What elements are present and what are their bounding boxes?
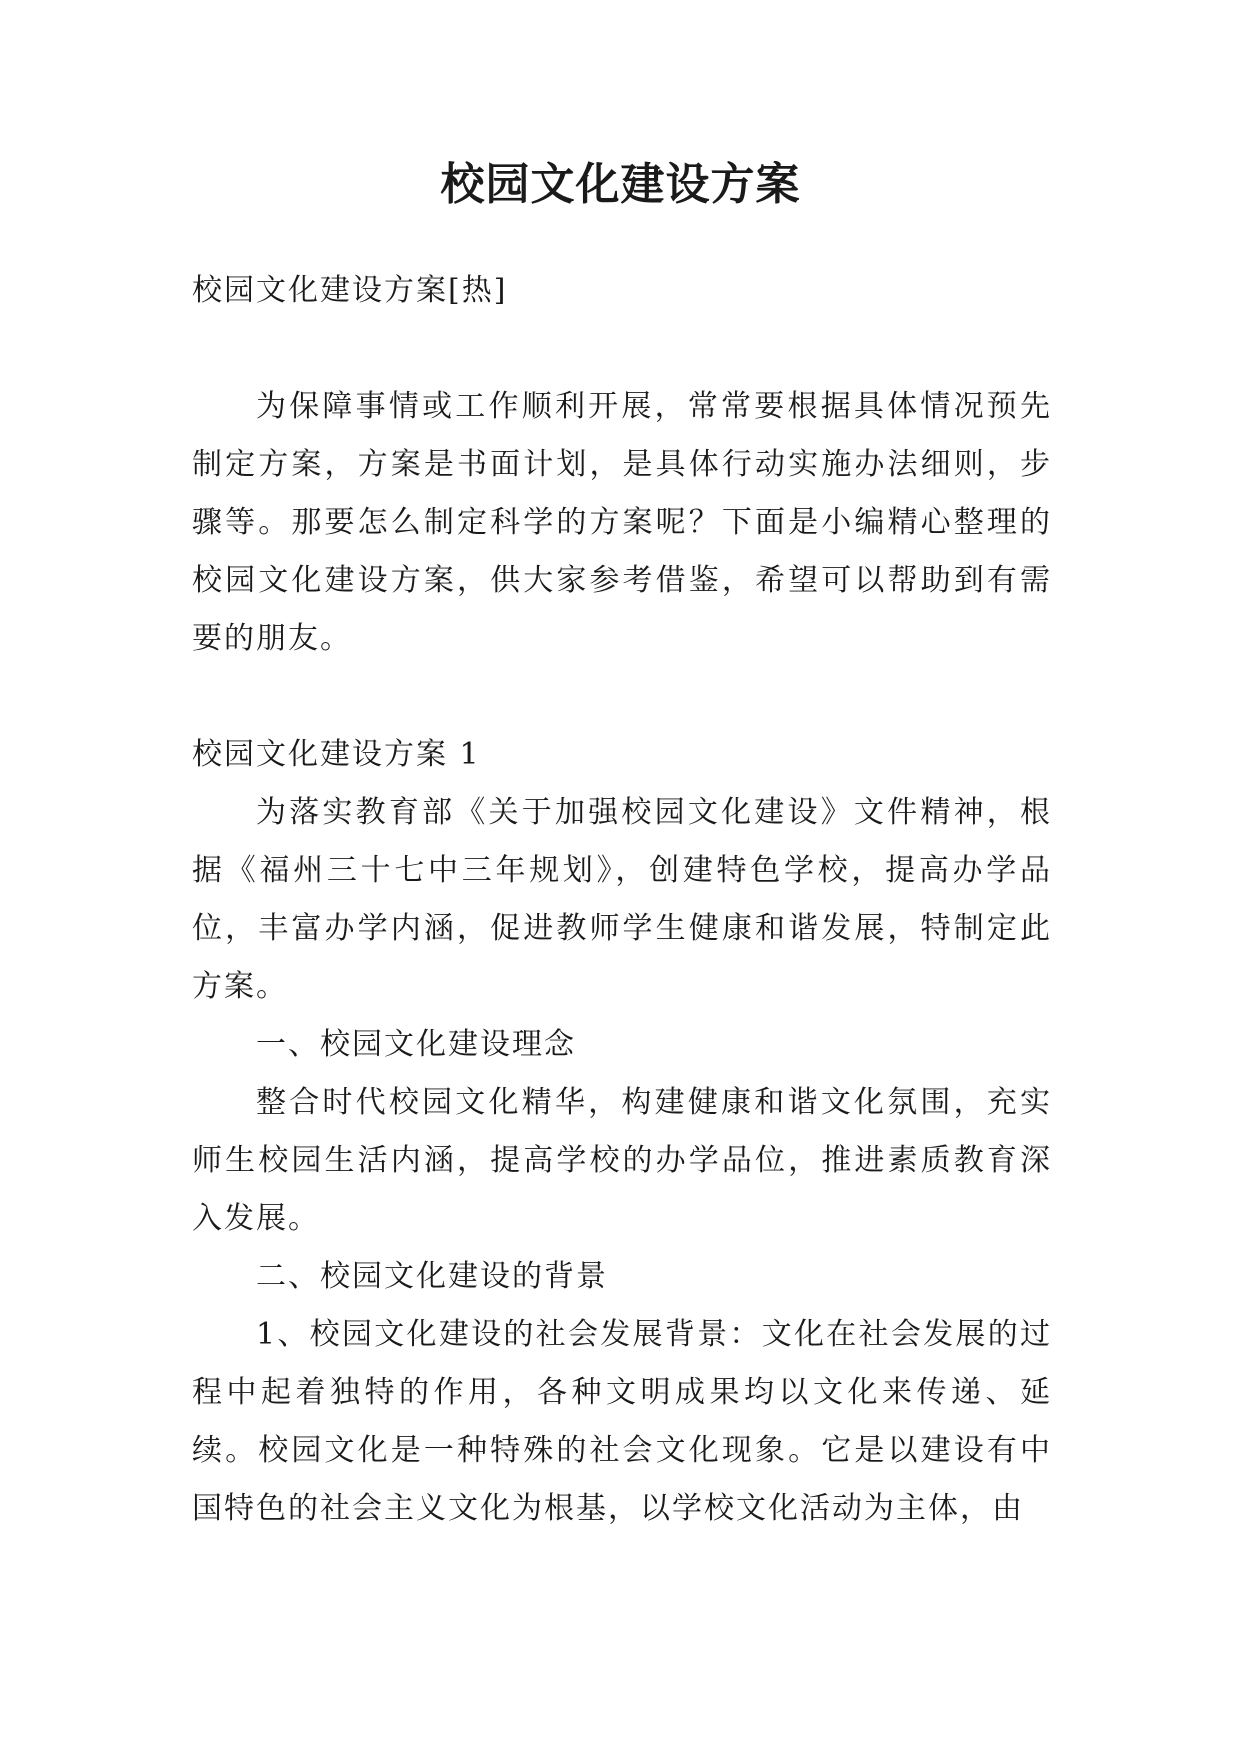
body-paragraph: 为落实教育部《关于加强校园文化建设》文件精神，根据《福州三十七中三年规划》，创建特色学校，提高办学品位，丰富办学内涵，促进教师学生健康和谐发展，特制定此方案。	[192, 795, 1052, 1004]
document-title: 校园文化建设方案	[440, 159, 801, 210]
part-heading: 一、校园文化建设理念	[256, 1027, 576, 1062]
section-heading: 校园文化建设方案 1	[192, 737, 481, 772]
document-body	[192, 262, 1052, 1538]
body-paragraph: 整合时代校园文化精华，构建健康和谐文化氛围，充实师生校园生活内涵，提高学校的办学品位，推进素质教育深入发展。	[192, 1085, 1052, 1236]
intro-paragraph: 为保障事情或工作顺利开展，常常要根据具体情况预先制定方案，方案是书面计划，是具体行动实施办法细则，步骤等。那要怎么制定科学的方案呢？下面是小编精心整理的校园文化建设方案，供大家参考借鉴，希望可以帮助到有需要的朋友。	[192, 389, 1052, 656]
document-subtitle: 校园文化建设方案[热]	[192, 273, 508, 308]
body-paragraph: 1、校园文化建设的社会发展背景：文化在社会发展的过程中起着独特的作用，各种文明成果均以文化来传递、延续。校园文化是一种特殊的社会文化现象。它是以建设有中国特色的社会主义文化为根基，以学校文化活动为主体，由	[192, 1317, 1052, 1526]
part-heading: 二、校园文化建设的背景	[256, 1259, 608, 1294]
